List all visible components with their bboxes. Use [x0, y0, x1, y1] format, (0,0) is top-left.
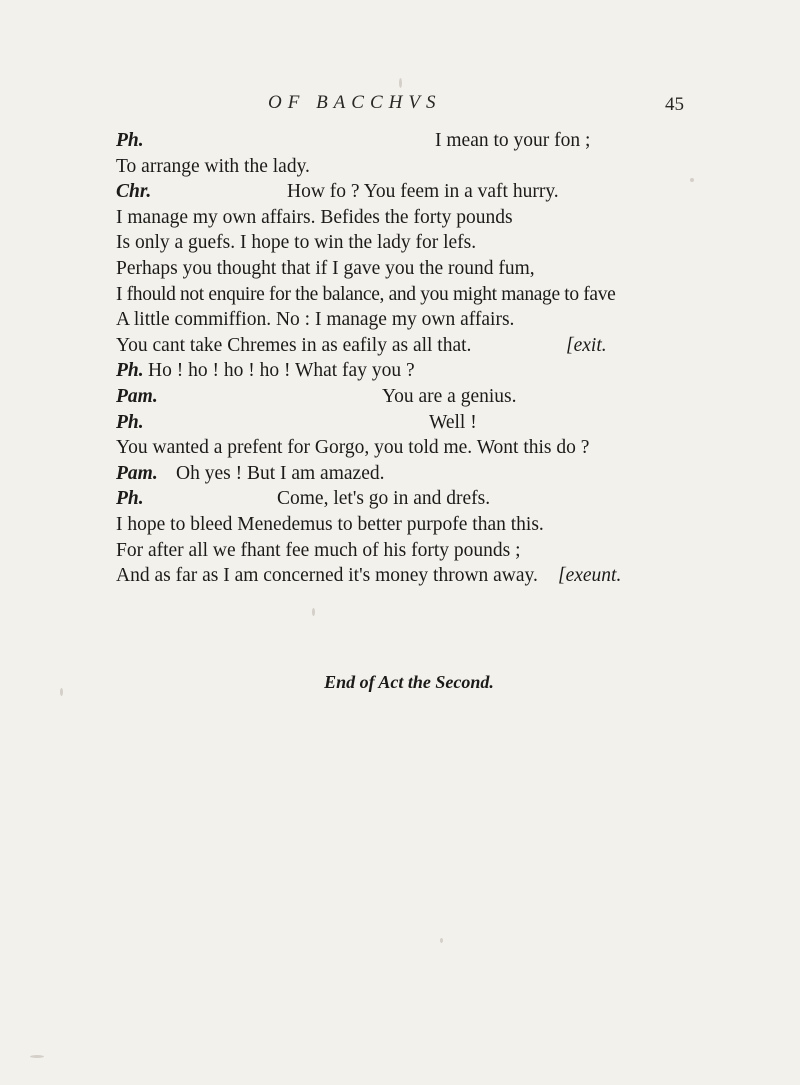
line-text: You cant take Chremes in as eafily as all that.	[116, 334, 472, 356]
paper-speck	[30, 1055, 44, 1058]
text-line	[116, 282, 636, 308]
paper-speck	[312, 608, 315, 616]
line-text: I manage my own affairs. Befides the forty pounds	[116, 206, 513, 228]
line-text: Ho ! ho ! ho ! ho ! What fay you ?	[148, 360, 415, 382]
paper-speck	[60, 688, 63, 696]
text-line	[116, 256, 636, 282]
line-text: Come, let's go in and drefs.	[277, 488, 491, 510]
text-line	[116, 538, 636, 564]
paper-speck	[440, 938, 443, 943]
end-of-act-note	[0, 672, 800, 693]
line-text: I hope to bleed Menedemus to better purpofe than this.	[116, 513, 544, 535]
line-text: You are a genius.	[382, 385, 517, 407]
text-line	[116, 154, 636, 180]
text-line	[116, 358, 636, 384]
dialogue-text	[116, 128, 636, 589]
stage-direction: [exeunt.	[558, 565, 622, 587]
text-line	[116, 563, 636, 589]
text-line	[116, 333, 636, 359]
line-text: For after all we fhant fee much of his forty pounds ;	[116, 539, 521, 561]
text-line	[116, 384, 636, 410]
text-line	[116, 205, 636, 231]
text-line	[116, 410, 636, 436]
running-title: OF BACCHVS	[268, 92, 442, 113]
stage-direction: [exit.	[566, 334, 607, 356]
speaker-label: Pam.	[116, 462, 158, 484]
speaker-label: Ph.	[116, 130, 144, 151]
line-text: Perhaps you thought that if I gave you the round fum,	[116, 257, 535, 279]
paper-speck	[690, 178, 694, 182]
line-text: And as far as I am concerned it's money thrown away.	[116, 565, 538, 587]
speaker-label: Ph.	[116, 360, 144, 382]
text-line	[116, 230, 636, 256]
text-line	[116, 307, 636, 333]
text-line	[116, 486, 636, 512]
paper-speck	[399, 78, 402, 88]
line-text: How fo ? You feem in a vaft hurry.	[287, 181, 559, 203]
end-note-text: End of Act the Second.	[324, 672, 494, 692]
line-text: I fhould not enquire for the balance, and you might manage to fave	[116, 283, 616, 305]
speaker-label: Chr.	[116, 181, 152, 203]
running-head	[0, 92, 800, 122]
line-text: To arrange with the lady.	[116, 155, 310, 177]
speaker-label: Pam.	[116, 385, 158, 407]
line-text: I mean to your fon ;	[435, 130, 591, 151]
line-text: Is only a guefs. I hope to win the lady for lefs.	[116, 232, 477, 254]
line-text: You wanted a prefent for Gorgo, you told me. Wont this do ?	[116, 437, 590, 459]
page-number: 45	[665, 94, 684, 115]
line-text: A little commiffion. No : I manage my own affairs.	[116, 309, 515, 331]
speaker-label: Ph.	[116, 411, 144, 433]
text-line	[116, 435, 636, 461]
line-text: Well !	[429, 411, 477, 433]
line-text: Oh yes ! But I am amazed.	[176, 462, 385, 484]
text-line	[116, 179, 636, 205]
speaker-label: Ph.	[116, 488, 144, 510]
text-line	[116, 512, 636, 538]
text-line	[116, 461, 636, 487]
text-line	[116, 128, 636, 154]
